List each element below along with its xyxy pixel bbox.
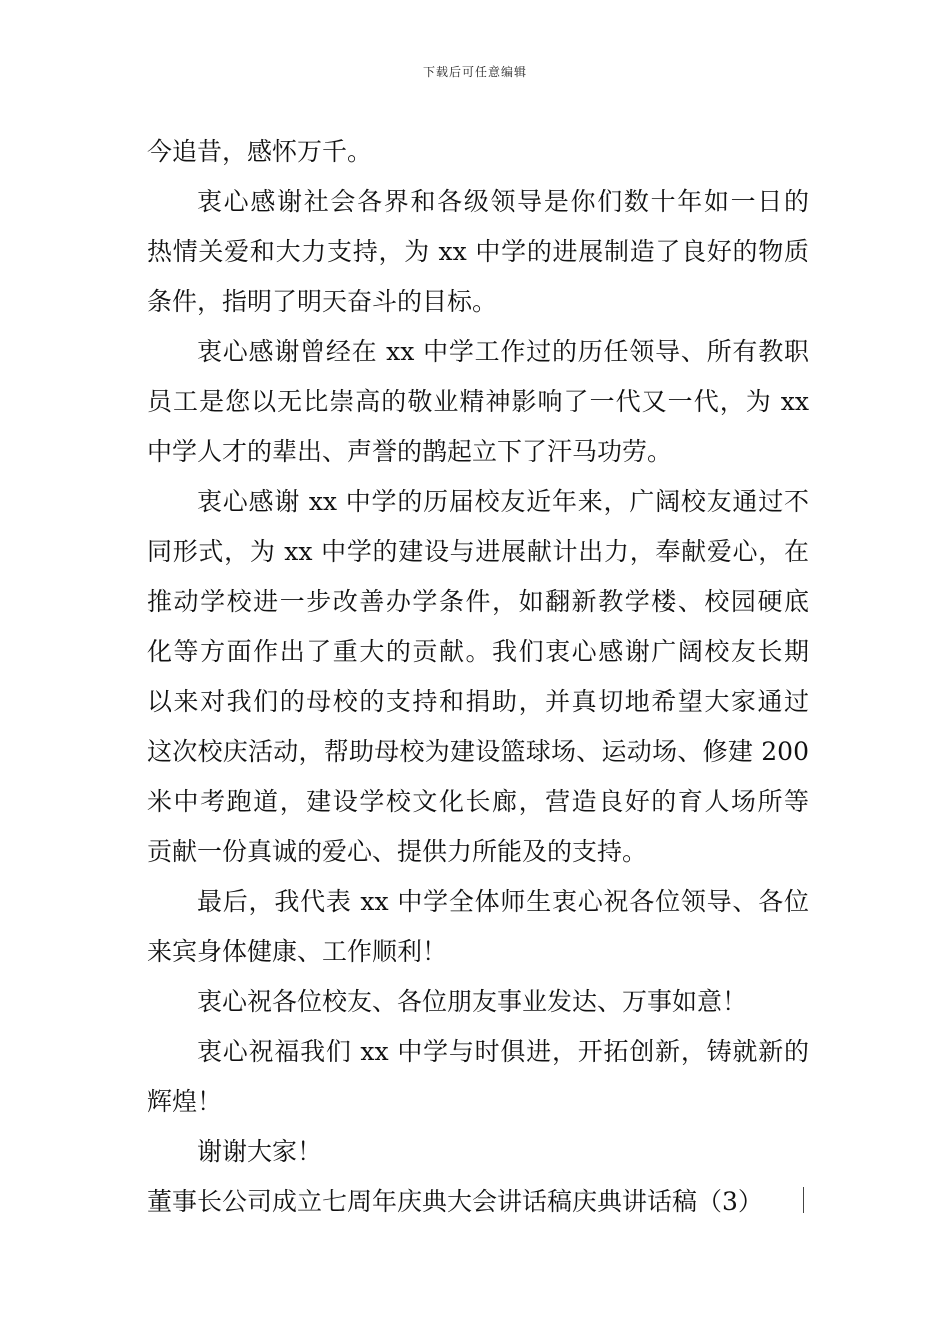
paragraph-line: 衷心感谢社会各界和各级领导是你们数十年如一日的 xyxy=(197,187,809,216)
paragraph-line: 中学人才的辈出、声誉的鹊起立下了汗马功劳。 xyxy=(147,437,673,466)
paragraph-line: 同形式，为 xx 中学的建设与进展献计出力，奉献爱心，在 xyxy=(147,537,809,566)
paragraph-line: 推动学校进一步改善办学条件，如翻新教学楼、校园硬底 xyxy=(147,587,809,616)
text-cursor xyxy=(803,1187,804,1213)
document-body xyxy=(147,127,809,1227)
paragraph-line: 热情关爱和大力支持，为 xx 中学的进展制造了良好的物质 xyxy=(147,237,809,266)
paragraph-line: 衷心祝各位校友、各位朋友事业发达、万事如意！ xyxy=(197,987,748,1016)
paragraph-line: 这次校庆活动，帮助母校为建设篮球场、运动场、修建 200 xyxy=(147,737,809,766)
section-title-line: 董事长公司成立七周年庆典大会讲话稿庆典讲话稿（3） xyxy=(147,1187,763,1216)
paragraph-line: 最后，我代表 xx 中学全体师生衷心祝各位领导、各位 xyxy=(197,887,809,916)
paragraph-line: 辉煌！ xyxy=(147,1087,223,1116)
paragraph-line: 谢谢大家！ xyxy=(197,1137,323,1166)
paragraph-line: 衷心感谢曾经在 xx 中学工作过的历任领导、所有教职 xyxy=(197,337,809,366)
paragraph-line: 化等方面作出了重大的贡献。我们衷心感谢广阔校友长期 xyxy=(147,637,809,666)
paragraph-line: 以来对我们的母校的支持和捐助，并真切地希望大家通过 xyxy=(147,687,809,716)
paragraph-line: 衷心祝福我们 xx 中学与时俱进，开拓创新，铸就新的 xyxy=(197,1037,809,1066)
paragraph-line: 来宾身体健康、工作顺利！ xyxy=(147,937,448,966)
page-header: 下载后可任意编辑 xyxy=(422,65,527,79)
paragraph-line: 今追昔，感怀万千。 xyxy=(147,137,373,166)
paragraph-line: 衷心感谢 xx 中学的历届校友近年来，广阔校友通过不 xyxy=(197,487,809,516)
paragraph-line: 员工是您以无比崇高的敬业精神影响了一代又一代，为 xx xyxy=(147,387,809,416)
paragraph-line: 贡献一份真诚的爱心、提供力所能及的支持。 xyxy=(147,837,648,866)
paragraph-line: 米中考跑道，建设学校文化长廊，营造良好的育人场所等 xyxy=(147,787,809,816)
paragraph-line: 条件，指明了明天奋斗的目标。 xyxy=(147,287,498,316)
